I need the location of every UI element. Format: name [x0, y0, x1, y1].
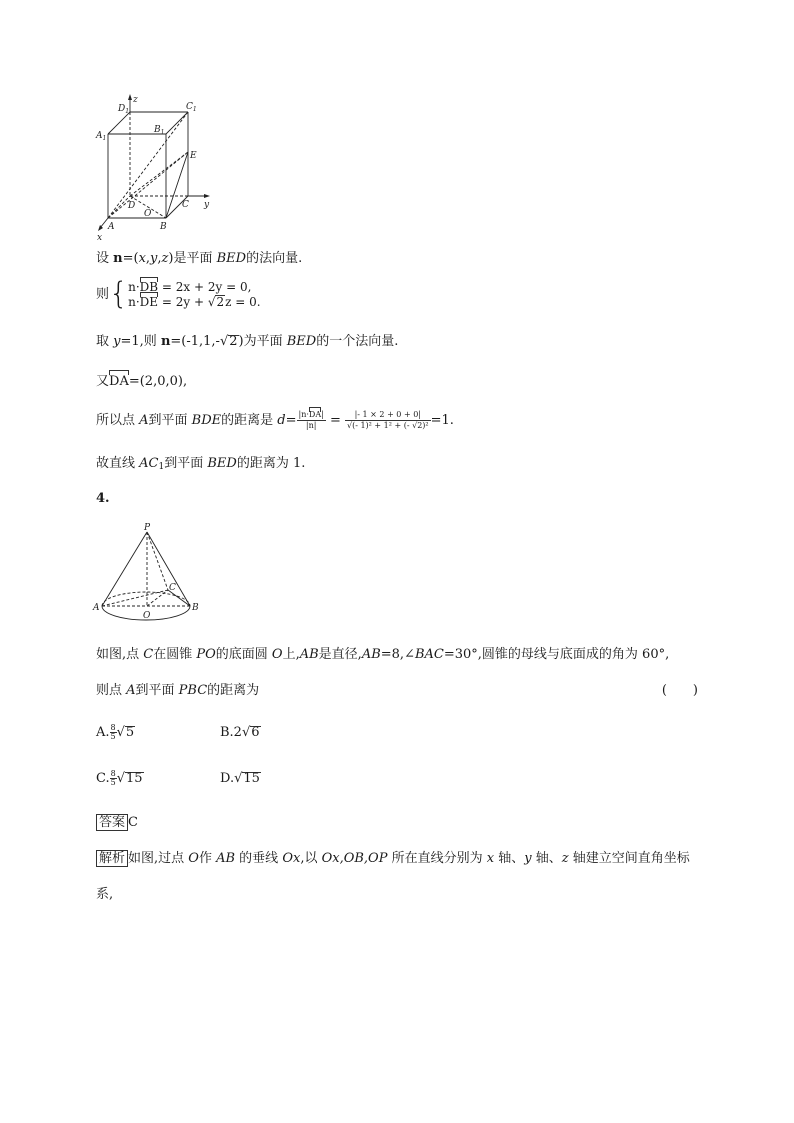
cube-figure — [92, 92, 222, 242]
text-line-vector-da: 又DA=(2,0,0), — [96, 374, 188, 389]
label-b1: $B_1$ — [154, 125, 165, 136]
label-o: O — [144, 209, 152, 219]
cone-figure — [92, 520, 210, 626]
label-o: O — [143, 611, 151, 621]
fraction-2: $\frac{|- 1 \times 2 + 0 + 0|}{\text{√(- 1)² + 1² + (- √2)²}}$ — [346, 410, 429, 430]
text-line-normal-vector: 设 n=(x,y,z)是平面 BED的法向量. — [96, 251, 303, 266]
label-c: C — [169, 583, 176, 593]
analysis-tag: 解析 — [96, 850, 128, 867]
label-d: D — [128, 201, 136, 211]
text-line-conclusion: 故直线 AC1到平面 BED的距离为 1. — [96, 456, 306, 472]
question-number: 4. — [96, 491, 110, 506]
option-c[interactable]: C. $\frac{8}{5}$ √15 — [96, 769, 143, 787]
label-e: E — [190, 151, 197, 161]
text-line-distance: 所以点 A到平面 BDE的距离是 d= $\frac{|n\cdot DA|}{|n|}$ = $\frac{|- 1 \times 2 + 0 + 0|}{\text{√(- 1)² + 1² + (- √2)²}}$ =1. — [96, 410, 454, 430]
label-y: y — [204, 200, 210, 210]
answer-blank: ( ) — [661, 683, 698, 698]
label-c: C — [182, 200, 189, 210]
answer-tag: 答案 — [96, 814, 128, 831]
label-z: z — [133, 95, 138, 105]
answer-line: 答案 C — [96, 814, 138, 832]
equation-row-2: n·DE = 2y + √2z = 0. — [128, 294, 261, 309]
text-line-take-y: 取 y=1,则 n=(-1,1,-√2)为平面 BED的一个法向量. — [96, 334, 399, 349]
problem-text-line-2: 则点 A到平面 PBC的距离为 ( ) — [96, 683, 698, 698]
label-b: B — [160, 222, 167, 232]
label-a: A — [108, 222, 115, 232]
fraction-1: $\frac{|n\cdot DA|}{|n|}$ — [298, 410, 324, 430]
option-b[interactable]: B.2√6 — [220, 725, 260, 740]
option-a[interactable]: A. $\frac{8}{5}$ √5 — [96, 723, 135, 741]
option-d[interactable]: D.√15 — [220, 771, 260, 786]
label-x: x — [97, 233, 103, 242]
problem-text-line-1: 如图,点 C在圆锥 PO的底面圆 O上,AB是直径,AB=8,∠BAC=30°,圆锥的母线与底面成的角为 60°, — [96, 647, 670, 662]
label-p: P — [144, 523, 151, 533]
equation-row-1: n·DB = 2x + 2y = 0, — [128, 279, 252, 294]
analysis-line-1: 解析 如图,过点 O作 AB 的垂线 Ox,以 Ox,OB,OP 所在直线分别为 x 轴、y 轴、z 轴建立空间直角坐标 — [96, 850, 690, 868]
equation-system: 则{n·DB = 2x + 2y = 0, n·DE = 2y + √2z = 0. — [96, 276, 261, 312]
analysis-line-2: 系, — [96, 887, 114, 902]
label-b: B — [192, 603, 199, 613]
label-a1: $A_1$ — [96, 131, 107, 142]
label-a: A — [93, 603, 100, 613]
label-c1: $C_1$ — [186, 102, 197, 113]
label-d1: $D_1$ — [118, 104, 130, 115]
